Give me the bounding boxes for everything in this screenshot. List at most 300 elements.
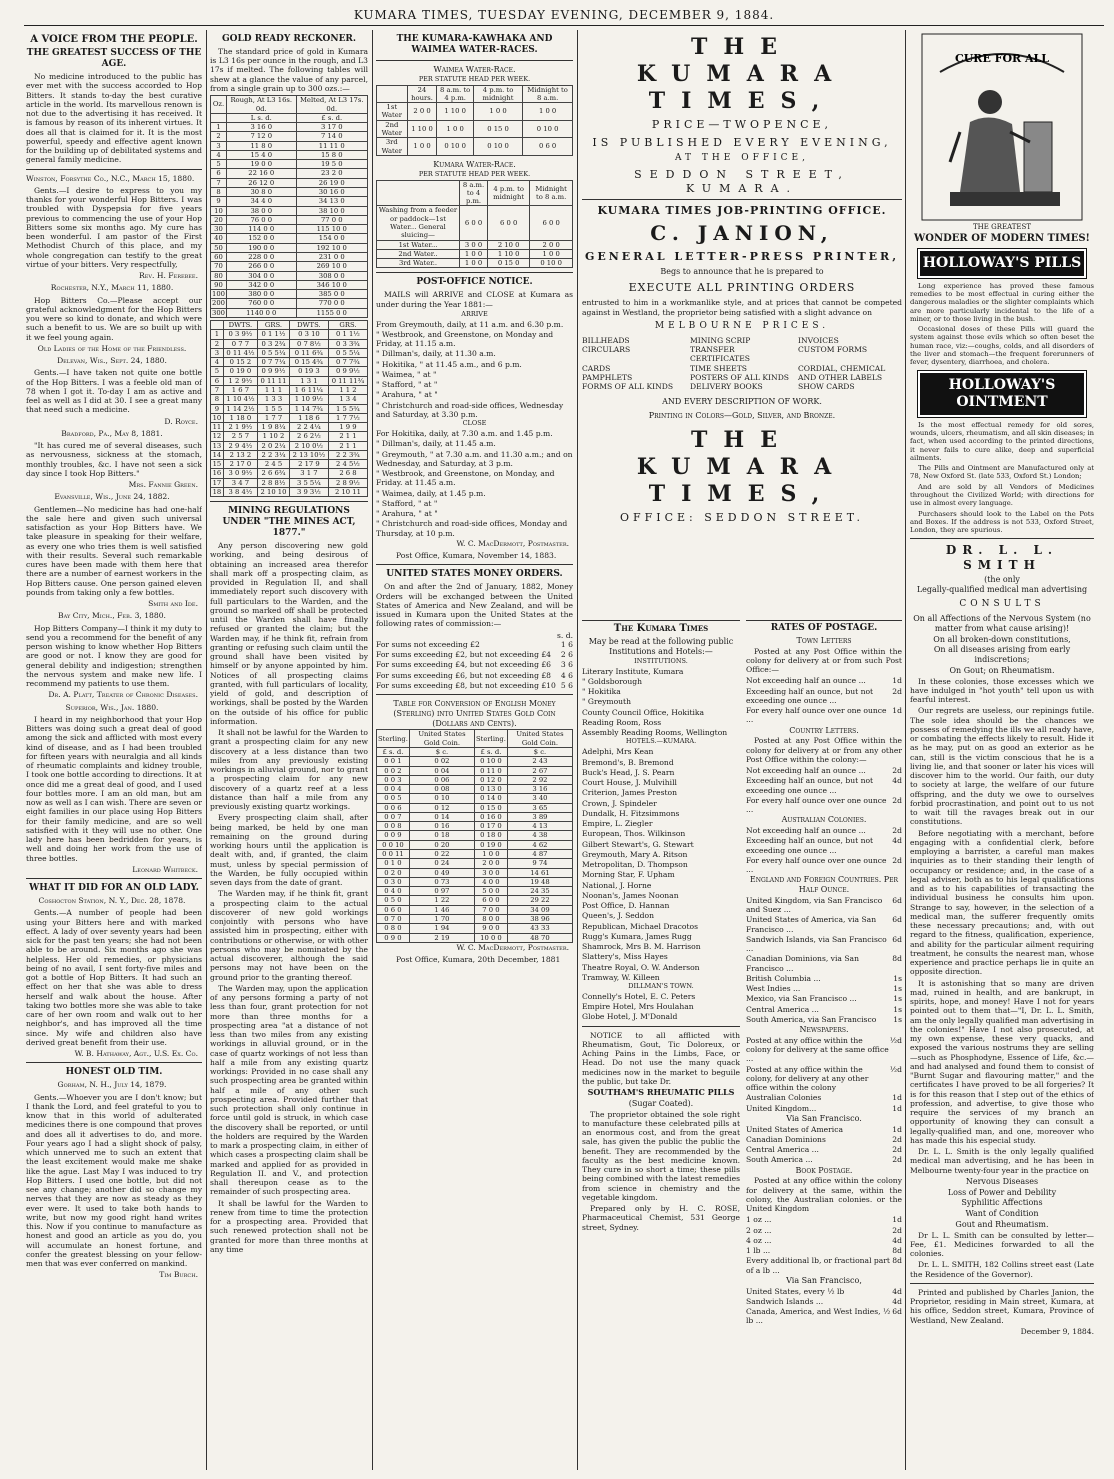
rate-label: For sums exceeding £4, but not exceeding £6 <box>376 660 552 670</box>
table-cell: 154 0 0 <box>296 234 367 243</box>
smith-body: Our regrets are useless, our repinings futile. The sole idea should be the chances we possess of remedying the ills we all ready have, or combating the effects likely to result. Hide it as he may, put on as good an exterior as he can, still is the victim conscious that he is a living lie, and that sooner or later his vices will discover him to the world. Our faith, our duty to society at large, the welfare of our future offspring, and the duty we owe to ourselves forbid procrastination, and point out to us not to wait till the ravages break out in our constitutions. <box>910 706 1094 827</box>
money-orders-text: On and after the 2nd of January, 1882, Money Orders will be exchanged between the United States of America and New Zealand, and will be issued in Kumara upon the United States at the following rates of commission:— <box>376 582 573 629</box>
table-cell: 6 0 0 <box>460 206 488 240</box>
kumara-row <box>377 249 573 258</box>
headline-tim: HONEST OLD TIM. <box>65 1067 163 1078</box>
table-cell: 10 <box>211 413 224 422</box>
table-cell: £ s. d. <box>377 747 410 756</box>
table-cell: 2 1 1 <box>328 432 367 441</box>
institution-item: Assembly Reading Rooms, Wellington <box>582 728 728 738</box>
rate-value: 2d <box>892 1145 902 1155</box>
table-cell: 13 <box>211 441 224 450</box>
oz-row <box>211 160 368 169</box>
institutions-list <box>582 667 740 738</box>
oz-row <box>211 262 368 271</box>
southam-pills: SOUTHAM'S RHEUMATIC PILLS <box>587 1087 735 1098</box>
table-cell: 152 0 0 <box>226 234 296 243</box>
table-cell: 1 0 0 <box>407 138 437 156</box>
rate-value: 3 6 <box>560 660 573 670</box>
table-cell: 0 0 9 <box>377 831 410 840</box>
sd-label: s. d. <box>557 630 573 640</box>
close-label: CLOSE <box>462 419 487 428</box>
table-cell: 8 <box>211 395 224 404</box>
rate-value: 4d <box>892 776 902 786</box>
institution-item: Reading Room, Ross <box>582 717 662 727</box>
rate-label: For sums exceeding £8, but not exceeding £10 <box>376 680 556 690</box>
close-item: " Stafford, " at " <box>376 498 438 508</box>
conversion-row <box>377 840 573 849</box>
table-cell: 6 <box>211 169 227 178</box>
letter-signature: Rev. H. Ferebee. <box>139 271 198 281</box>
book-rates <box>746 1215 902 1255</box>
table-cell: 0 0 10 <box>377 840 410 849</box>
close-item: For Hokitika, daily, at 7.30 a.m. and 1.45 p.m. <box>376 429 553 439</box>
rate-value: 2d <box>892 1134 902 1144</box>
entrusted-text: entrusted to him in a workmanlike style, and at prices that cannot be competed against in Westland, the proprietor being satisfied with a slight advance on <box>582 298 902 317</box>
close-item: " Westbrook, and Greenstone, on Monday, and Friday. at 11.45 a.m. <box>376 469 555 488</box>
smith-body: Before negotiating with a merchant, before engaging with a confidential clerk, before employing a barrister, a careful man makes inquiries as to their standing their length of occupancy or residence; and, in the case of a legal adviser, both as to his legal qualifications and as to his capabilities of transacting the individual business he consults him upon. Strange to say, however, in the selection of a medical man, the sufferer frequently omits these necessary precautions; and, with out regard to the fitness, qualification, experience, and ability for the particular ailment requiring treatment, he consults the nearest man, whose experience and practice perhaps lie in quite an opposite direction. <box>910 828 1094 977</box>
table-cell: 2 8 8½ <box>258 478 290 487</box>
job-type-item: CORDIAL, CHEMICAL <box>798 363 886 373</box>
table-cell: 2 2 4¼ <box>289 423 328 432</box>
smith-address: Dr. L. L. SMITH, 182 Collins street east (Late the Residence of the Governor). <box>910 1260 1094 1279</box>
table-cell: 1 14 2½ <box>223 404 257 413</box>
table-cell: 1 0 0 <box>475 850 508 859</box>
job-type-item: CUSTOM FORMS <box>798 345 868 355</box>
dwt-row <box>211 348 368 357</box>
table-cell: 3 89 <box>507 812 572 821</box>
rate-value: 1d <box>892 1103 902 1113</box>
banner-office: OFFICE: SEDDON STREET. <box>619 511 865 525</box>
table-cell: 0 02 <box>409 757 474 766</box>
table-header-cell <box>377 180 460 206</box>
gold-dwt-table <box>210 320 368 497</box>
table-header-cell <box>377 85 408 103</box>
table-header-cell: 4 p.m. to midnight <box>473 85 522 103</box>
table-cell: 5 <box>211 160 227 169</box>
table-cell: 1 3 4 <box>328 395 367 404</box>
table-cell: 1 0 0 <box>530 249 573 258</box>
job-type-item: AND OTHER LABELS <box>798 372 883 382</box>
table-cell: 0 16 <box>409 822 474 831</box>
hotel-item: Bremond's, B. Bremond <box>582 757 674 767</box>
gold-oz-table <box>210 95 368 318</box>
table-cell: 9 74 <box>507 859 572 868</box>
dwts-header: DWTS. <box>289 320 328 329</box>
table-cell: 3 <box>211 348 224 357</box>
table-cell: 3 1 7 <box>289 469 328 478</box>
table-cell: 1 0 0 <box>523 103 573 121</box>
dwt-row <box>211 358 368 367</box>
oz-row <box>211 178 368 187</box>
po-intro: MAILS will ARRIVE and CLOSE at Kumara as under during the Year 1881:— <box>376 290 573 309</box>
smith-specialty: Nervous Diseases <box>965 1176 1039 1186</box>
rate-value: 2d <box>892 686 902 696</box>
arrive-item: " Waimea, " at " <box>376 369 437 379</box>
rate-row <box>746 1287 902 1296</box>
oz-row <box>211 271 368 280</box>
greatest-text: THE GREATEST <box>973 223 1031 231</box>
rate-row <box>746 935 902 954</box>
table-cell: 0 0 1 <box>377 757 410 766</box>
arrive-item: " Westbrook, and Greenstone, on Monday and Friday, at 11.15 a.m. <box>376 329 554 349</box>
colors-text: Printing in Colors—Gold, Silver, and Bronze. <box>648 411 836 421</box>
table-cell: 0 17 0 <box>475 822 508 831</box>
column-reading-places <box>582 620 740 1471</box>
table-cell: 20 <box>211 215 227 224</box>
table-cell: 2 92 <box>507 775 572 784</box>
table-cell: 1 10 0 <box>407 120 437 138</box>
table-cell: 1 1 1 <box>258 385 290 394</box>
arrive-label: ARRIVE <box>461 309 488 318</box>
smith-body: In these colonies, those excesses which we have indulged in "hot youth" tell upon us with fearful interest. <box>910 676 1094 705</box>
conversion-row <box>377 822 573 831</box>
headline-mining: MINING REGULATIONS UNDER "THE MINES ACT, 1877." <box>222 506 356 539</box>
arrive-list <box>376 320 573 420</box>
dwt-row <box>211 404 368 413</box>
table-cell: 0 08 <box>409 785 474 794</box>
banner-published: IS PUBLISHED EVERY EVENING, <box>592 135 892 149</box>
table-cell: 3 4 7 <box>223 478 257 487</box>
dillmans-item: Connelly's Hotel, E. C. Peters <box>582 991 696 1001</box>
letter-text: Gents.—Whoever you are I don't know; but I thank the Lord, and feel grateful to you to know that in this world of adulterated medicines there is one compound that proves and does all it advertises to do, and more. Four years ago I had a slight shock of palsy, which unnerved me to such an extent that the least excitement would make me shake like the ague. Last May I was induced to try Hop Bitters. I used one bottle, but did not see any change; another did so change my nerves that they are now as steady as they ever were. It used to take both hands to write, but now my good right hand writes this. Now if you continue to manufacture as honest and good an article as you do, you will accumulate an honest fortune, and confer the greatest blessing on your fellow-men that was ever conferred on mankind. <box>26 1092 202 1269</box>
table-cell: 1 0 0 <box>460 249 488 258</box>
masthead: KUMARA TIMES, TUESDAY EVENING, DECEMBER 9, 1884. <box>24 8 1104 26</box>
aus-rates <box>746 826 902 874</box>
consults-item: On Gout; on Rheumatism. <box>949 665 1055 675</box>
close-item: " Christchurch and road-side offices, Monday and Thursday, at 10 p.m. <box>376 519 568 538</box>
rate-row <box>746 676 902 685</box>
dwt-row <box>211 413 368 422</box>
rate-value: 4d <box>892 1296 902 1306</box>
table-cell: 2 2 3¾ <box>328 450 367 459</box>
ointment-text: And are sold by all Vendors of Medicines throughout the Civilized World; with directions for use in almost every language. <box>910 482 1094 508</box>
table-cell: 0 9 0 <box>377 933 410 942</box>
rate-row <box>746 776 902 795</box>
letter-signature: Dr. A. Platt, Treater of Chronic Diseases. <box>48 690 198 700</box>
every-description: AND EVERY DESCRIPTION OF WORK. <box>662 397 822 407</box>
table-cell: 1 46 <box>409 905 474 914</box>
table-cell: 0 11 4½ <box>223 348 257 357</box>
hotel-item: Gilbert Stewart's, G. Stewart <box>582 839 694 849</box>
table-cell: 0 20 <box>409 840 474 849</box>
rate-label: 4 oz ... <box>746 1235 772 1245</box>
oz-row <box>211 243 368 252</box>
rate-row <box>746 1226 902 1235</box>
table-cell: 2 17 9 <box>289 460 328 469</box>
table-cell: 11 <box>211 423 224 432</box>
table-cell: 0 0 2 <box>377 766 410 775</box>
book-heading: Book Postage. <box>795 1165 853 1175</box>
smith-specialty: Syphilitic Affections <box>961 1198 1043 1208</box>
rate-value: 8d <box>892 1256 902 1266</box>
table-cell: $ c. <box>507 747 572 756</box>
rate-label: Not exceeding half an ounce ... <box>746 676 866 686</box>
table-cell: 114 0 0 <box>226 225 296 234</box>
oz-row <box>211 188 368 197</box>
table-cell: 19 0 0 <box>226 160 296 169</box>
ointment-text: The Pills and Ointment are Manufactured only at 78, New Oxford St. (late 533, Oxford St.) London; <box>910 464 1094 481</box>
waimea-title: Waimea Water-Race. <box>433 64 516 74</box>
table-cell: 6 0 0 <box>475 896 508 905</box>
table-header-row <box>377 180 573 206</box>
rate-label: 2 oz ... <box>746 1225 772 1235</box>
imprint: Printed and published by Charles Janion, the Proprietor, residing in Main street, Kumara, at his office, Seddon street, Kumara, Province of Westland, New Zealand. <box>910 1287 1094 1325</box>
rheumatism-notice: NOTICE to all afflicted with Rheumatism, Gout, Tic Doloreux, or Aching Pains in the Limbs, Face, or Head. Do not use the many quack medicines now in the market to beguile the public, but take Dr. <box>582 1030 740 1086</box>
rate-row <box>376 650 573 659</box>
table-cell: 0 1 1½ <box>258 330 290 339</box>
consults-item: On all Affections of the Nervous System (no matter from what cause arising)! <box>913 614 1091 633</box>
table-cell: 304 0 0 <box>226 271 296 280</box>
table-cell: 0 7 8½ <box>289 339 328 348</box>
letter-signature: Smith and Ide. <box>148 599 198 609</box>
letter-signature: Tim Burch. <box>159 1270 198 1280</box>
table-cell: 38 10 0 <box>296 206 367 215</box>
rate-row <box>746 1005 902 1014</box>
rate-row <box>376 640 573 649</box>
hotel-item: Noonan's, James Noonan <box>582 890 679 900</box>
rate-value: 1d <box>892 1093 902 1103</box>
arrive-item: From Greymouth, daily, at 11 a.m. and 6.30 p.m. <box>376 319 564 329</box>
divider <box>26 169 202 170</box>
table-cell: 1 3 3 <box>258 395 290 404</box>
table-cell: 0 4 0 <box>377 887 410 896</box>
book-extra-rates <box>746 1256 902 1275</box>
conversion-row <box>377 775 573 784</box>
letter-place: Coshocton Station, N. Y., Dec. 28, 1878. <box>38 896 186 906</box>
table-cell: 3rd Water <box>377 138 408 156</box>
table-cell: 3 0 9½ <box>223 469 257 478</box>
dwts-header: DWTS. <box>223 320 257 329</box>
consults-item: On all diseases arising from early indiscretions; <box>933 645 1071 665</box>
table-cell: 2 2 3¼ <box>258 450 290 459</box>
headline-voice: A VOICE FROM THE PEOPLE. <box>30 34 198 45</box>
dwt-row <box>211 478 368 487</box>
table-cell: 15 8 0 <box>296 150 367 159</box>
rate-label: For sums exceeding £2, but not exceeding £4 <box>376 650 552 660</box>
rate-label: Canadian Dominions, via San Francisco ... <box>746 954 859 973</box>
postage-heading: RATES OF POSTAGE. <box>770 623 878 633</box>
rate-row <box>746 1125 902 1134</box>
conversion-row <box>377 812 573 821</box>
table-cell: 0 15 0 <box>473 120 522 138</box>
ointment-text: Is the most effectual remedy for old sores, wounds, ulcers, rheumatism, and all skin diseases; in fact, when used according to the printed directions, it never fails to cure alike, deep and superficial ailments. <box>910 420 1094 462</box>
hotel-item: European, Thos. Wilkinson <box>582 829 686 839</box>
table-cell: 0 11 11 <box>258 376 290 385</box>
table-header-row <box>377 85 573 103</box>
conversion-row <box>377 757 573 766</box>
table-cell: 300 <box>212 308 225 317</box>
rate-label: Exceeding half an ounce, but not exceeding one ounce ... <box>746 836 874 855</box>
table-cell: 0 18 <box>409 831 474 840</box>
divider <box>26 878 202 879</box>
sugar-coated: (Sugar Coated). <box>628 1098 694 1108</box>
table-cell: 30 <box>211 225 227 234</box>
oz-row <box>211 197 368 206</box>
letter-place: Winston, Forsythe Co., N.C., March 15, 1880. <box>26 173 195 183</box>
institutions-heading: INSTITUTIONS. <box>634 656 688 665</box>
intro-text: No medicine introduced to the public has ever met with the success accorded to Hop Bitters. It stands to-day the best curative article in the world. Its marvellous renown is not due to the advertising it has received. It is famous by reason of its inherent virtues. It does all that is claimed for it. It is the most powerful, speedy and effective agent known for the building up of debilitated systems and general family medicine. <box>26 72 202 165</box>
table-cell: 1 14 7¾ <box>289 404 328 413</box>
institution-item: Literary Institute, Kumara <box>582 666 684 676</box>
table-cell: 1 10 4½ <box>223 395 257 404</box>
rate-label: Sandwich Islands ... <box>746 1296 824 1306</box>
dwt-row <box>211 395 368 404</box>
printer-heading: GENERAL LETTER-PRESS PRINTER, <box>584 249 900 263</box>
pills-text: Occasional doses of these Pills will guard the system against those evils which so often beset the human race, viz:—coughs, colds, and all disorders of the liver and stomach—the frequent forerunners of fever, dysentery, diarrhoea, and cholera. <box>910 325 1094 367</box>
table-cell: 3rd Water.. <box>377 259 460 268</box>
headline-money-orders: UNITED STATES MONEY ORDERS. <box>386 569 563 580</box>
job-type-item: FORMS OF ALL KINDS <box>582 382 674 392</box>
job-type-item: TRANSFER CERTIFICATES <box>690 345 750 364</box>
column-rule <box>206 30 207 1470</box>
table-header-cell: 4 p.m. to midnight <box>488 180 530 206</box>
hotel-item: Metropolitan, D. Thompson <box>582 860 688 870</box>
wonder-text: WONDER OF MODERN TIMES! <box>914 232 1090 244</box>
kumara-race-table <box>376 180 573 269</box>
conversion-title: Table for Conversion of English Money (Sterling) into United States Gold Coin (Dollars and Cents). <box>393 699 556 728</box>
sf2-rates <box>746 1287 902 1326</box>
melted-header: Melted, At L3 17s. 0d. <box>296 96 367 114</box>
table-cell: 0 6 0 <box>523 138 573 156</box>
hotel-item: Queen's, J. Seddon <box>582 911 654 921</box>
rate-label: For every half ounce over one ounce ... <box>746 795 887 815</box>
table-cell: 0 24 <box>409 859 474 868</box>
mining-text: Every prospecting claim shall, after being marked, be held by one man remaining on the ground during working hours until the application is dealt with, and, if granted, the claim must, unless by special permission of the Warden, be fully occupied within seven days from the date of grant. <box>210 813 368 888</box>
table-cell: 3 0 0 <box>460 240 488 249</box>
conversion-row <box>377 896 573 905</box>
column-postage-rates <box>746 620 902 1471</box>
job-type-item: PAMPHLETS <box>582 372 633 382</box>
rate-value: 1s <box>893 1004 902 1014</box>
table-cell: 0 10 0 <box>437 138 473 156</box>
table-cell: 0 0 5 <box>377 794 410 803</box>
job-printing-heading: KUMARA TIMES JOB-PRINTING OFFICE. <box>597 204 887 218</box>
oz-row <box>211 215 368 224</box>
table-cell: 4 <box>211 358 224 367</box>
rate-value: 8d <box>892 954 902 964</box>
close-item: " Dillman's, daily, at 11.45 a.m. <box>376 439 496 449</box>
table-cell: 0 10 0 <box>523 120 573 138</box>
table-cell: 76 0 0 <box>226 215 296 224</box>
table-cell: 29 22 <box>507 896 572 905</box>
table-cell: 30 8 0 <box>226 188 296 197</box>
kumara-times-banner <box>582 32 902 617</box>
dillmans-item: Globe Hotel, J. M'Donald <box>582 1012 678 1022</box>
hotel-item: National, J. Horne <box>582 880 652 890</box>
rate-label: United States of America <box>746 1124 843 1134</box>
rate-label: Posted at any office within the colony, for delivery at any other office within the colony <box>746 1064 869 1093</box>
subhead-success: THE GREATEST SUCCESS OF THE AGE. <box>26 48 202 70</box>
table-cell: 50 <box>211 243 227 252</box>
table-cell: 0 19 0 <box>475 840 508 849</box>
table-cell: 0 3 10 <box>289 330 328 339</box>
rate-value: ½d <box>889 1035 902 1045</box>
table-cell: 100 <box>212 290 225 299</box>
table-cell: 0 7 7 <box>223 339 257 348</box>
hotel-item: Slattery's, Miss Hayes <box>582 952 668 962</box>
table-cell: 9 0 0 <box>475 924 508 933</box>
rate-row <box>746 984 902 993</box>
table-cell: 1 18 0 <box>223 413 257 422</box>
aus-heading: Australian Colonies. <box>781 815 867 825</box>
rate-row <box>746 994 902 1003</box>
table-cell: 19 5 0 <box>296 160 367 169</box>
eng-rates <box>746 896 902 1024</box>
table-cell: 2nd Water.. <box>377 249 460 258</box>
table-cell: 7 <box>211 178 227 187</box>
rate-value: 4d <box>892 1235 902 1245</box>
table-cell: 1 0 0 <box>473 103 522 121</box>
rate-label: South America, via San Francisco <box>746 1014 877 1024</box>
pills-text: Long experience has proved these famous remedies to be most effectual in curing either the dangerous maladies or the slighter complaints which are more particularly incidental to the life of a miner, or to those living in the bush. <box>910 281 1094 323</box>
rate-label: Canada, America, and West Indies, ½ lb ... <box>746 1307 891 1326</box>
rate-row <box>746 1155 902 1164</box>
table-cell: 12 <box>211 432 224 441</box>
town-heading: Town Letters <box>796 635 852 645</box>
dwt-row <box>211 460 368 469</box>
dillmans-item: Empire Hotel, Mrs Houlahan <box>582 1002 694 1012</box>
table-cell: 0 49 <box>409 868 474 877</box>
table-cell: 24 35 <box>507 887 572 896</box>
rate-row <box>746 1015 902 1024</box>
table-cell: 4 87 <box>507 850 572 859</box>
arrive-item: " Arahura, " at " <box>376 390 438 400</box>
table-cell: 2nd Water <box>377 120 408 138</box>
letter-text: Gentlemen—No medicine has had one-half the sale here and given such universal satisfaction as your Hop Bitters have. We take pleasure in speaking for their welfare, as every one who tries them is well satisfied with their results. Several such remarkable cures have been made with them here that there are a number of earnest workers in the Hop Bitters cause. One person gained eleven pounds from taking only a few bottles. <box>26 504 202 597</box>
table-cell: 2 9 4½ <box>223 441 257 450</box>
table-cell: 192 10 0 <box>296 243 367 252</box>
rate-row <box>746 1307 902 1326</box>
rate-value: 6d <box>892 1307 902 1317</box>
table-cell: 15 4 0 <box>226 150 296 159</box>
table-cell: 34 4 0 <box>226 197 296 206</box>
mining-text: Any person discovering new gold working, and being desirous of obtaining an increased area therefor shall mark off a prospecting claim, as provided in Regulation II, and shall immediately report such discovery with full particulars to the Warden, and the ground so marked off shall be protected until the Warden shall have finally refused or granted the claim; but the Warden may, if he think fit, refrain from granting or refusing such claim until the ground shall have been visited by himself or by anyone appointed by him. Notices of all prospecting claims granted, with full particulars of locality, yield of gold, and description of workings, shall be posted by the Warden on the outside of his office for public information. <box>210 541 368 726</box>
lsd-label: L s. d. <box>226 113 296 122</box>
table-cell: 30 16 0 <box>296 188 367 197</box>
table-cell: 0 1 0 <box>377 859 410 868</box>
table-cell: 0 04 <box>409 766 474 775</box>
table-cell: £ s. d. <box>475 747 508 756</box>
table-cell: 0 10 0 <box>475 757 508 766</box>
table-cell: 3 16 0 <box>226 123 296 132</box>
rate-value: 6d <box>892 915 902 925</box>
money-order-rates <box>376 640 573 690</box>
melbourne-prices: MELBOURNE PRICES. <box>654 320 830 331</box>
table-cell: 0 06 <box>409 775 474 784</box>
table-cell: 0 13 0 <box>475 785 508 794</box>
table-cell: 2 0 0 <box>407 103 437 121</box>
arrive-item: " Dillman's, daily, at 11.30 a.m. <box>376 349 496 359</box>
table-cell: 0 3 0 <box>377 877 410 886</box>
rate-row <box>746 796 902 815</box>
letter-signature: Leonard Whitbeck. <box>132 864 198 874</box>
table-cell: 0 11 6¾ <box>289 348 328 357</box>
rate-label: For every half ounce over one ounce ... <box>746 706 887 725</box>
conversion-table <box>376 729 573 942</box>
letter-place: Gorham, N. H., July 14, 1879. <box>57 1080 167 1090</box>
divider <box>26 1062 202 1063</box>
table-cell: 269 10 0 <box>296 262 367 271</box>
table-cell: 0 9 9½ <box>258 367 290 376</box>
table-cell: 3 <box>211 141 227 150</box>
conversion-row <box>377 794 573 803</box>
table-cell: 2 5 7 <box>223 432 257 441</box>
hygieia-figure-illustration <box>920 32 1084 222</box>
table-cell: 8 <box>211 188 227 197</box>
rate-row <box>376 671 573 680</box>
table-cell: 2 6 8 <box>328 469 367 478</box>
